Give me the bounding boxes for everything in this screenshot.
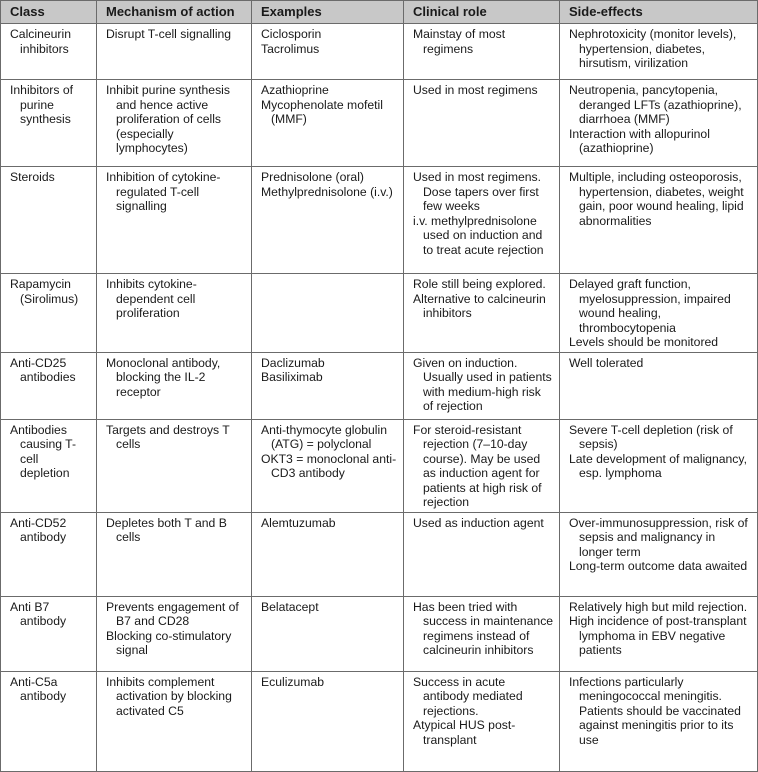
class-text: Anti-C5a antibody [10,674,67,703]
side-effects-text: Late development of malignancy, esp. lymphoma [569,451,747,480]
examples-text: Eculizumab [261,674,324,689]
side-effects-text: Nephrotoxicity (monitor levels), hypertension, diabetes, hirsutism, virilization [569,27,737,70]
mechanism-text: Inhibits complement activation by blocking activated C5 [106,674,232,718]
side-effects-cell [560,167,758,274]
class-text: Anti-CD25 antibodies [10,355,76,384]
mechanism-text: Targets and destroys T cells [106,422,230,451]
class-text: Anti-CD52 antibody [10,515,67,544]
mechanism-text: Prevents engagement of B7 and CD28 [106,599,239,628]
examples-text: Tacrolimus [261,41,320,56]
clinical-role-cell [404,419,560,512]
side-effects-cell [560,596,758,671]
table-row [1,274,758,353]
examples-cell [252,671,404,771]
side-effects-cell [560,274,758,353]
class-cell [1,352,97,419]
examples-text: Methylprednisolone (i.v.) [261,184,393,199]
class-text: Calcineurin inhibitors [10,27,71,56]
clinical-role-text: Atypical HUS post-transplant [413,718,516,747]
clinical-role-text: Used in most regimens. Dose tapers over first few weeks [413,170,542,213]
mechanism-cell [97,512,252,596]
mechanism-text: Depletes both T and B cells [106,515,227,544]
class-cell [1,596,97,671]
side-effects-cell [560,512,758,596]
table-row [1,419,758,512]
clinical-role-cell [404,24,560,80]
class-cell [1,274,97,353]
side-effects-cell [560,80,758,167]
clinical-role-cell [404,596,560,671]
table-body [1,24,758,772]
mechanism-cell [97,80,252,167]
header-mechanism: Mechanism of action [97,1,252,24]
examples-cell [252,596,404,671]
mechanism-cell [97,596,252,671]
header-clinical-role: Clinical role [404,1,560,24]
side-effects-text: High incidence of post-transplant lymphoma in EBV negative patients [569,614,747,657]
table-row [1,596,758,671]
header-side-effects: Side-effects [560,1,758,24]
mechanism-text: Inhibit purine synthesis and hence active proliferation of cells (especially lymphocytes) [106,83,230,155]
examples-cell [252,24,404,80]
clinical-role-text: Used in most regimens [413,83,538,97]
examples-text: Alemtuzumab [261,515,336,530]
table-row [1,24,758,80]
clinical-role-text: Success in acute antibody mediated rejections. [413,674,523,718]
examples-text: Daclizumab [261,355,325,370]
class-text: Antibodies causing T-cell depletion [10,422,77,480]
side-effects-cell [560,352,758,419]
mechanism-text: Disrupt T-cell signalling [106,27,232,41]
clinical-role-cell [404,352,560,419]
examples-text: Mycophenolate mofetil (MMF) [261,97,383,126]
mechanism-text: Monoclonal antibody, blocking the IL-2 receptor [106,355,221,399]
class-cell [1,80,97,167]
side-effects-text: Multiple, including osteoporosis, hypertension, diabetes, weight gain, poor wound healing, lipid abnormalities [569,170,744,228]
examples-cell [252,167,404,274]
examples-text: OKT3 = monoclonal anti-CD3 antibody [261,451,397,480]
mechanism-cell [97,352,252,419]
examples-text: Ciclosporin [261,27,322,41]
header-row [1,1,758,24]
clinical-role-text: Given on induction. Usually used in patients with medium-high risk of rejection [413,355,552,413]
class-text: Inhibitors of purine synthesis [10,83,74,126]
side-effects-cell [560,24,758,80]
examples-cell [252,419,404,512]
mechanism-text: Inhibits cytokine-dependent cell proliferation [106,277,197,320]
examples-text: Belatacept [261,599,319,614]
clinical-role-text: For steroid-resistant rejection (7–10-day course). May be used as induction agent for patients at high risk of rejection [413,422,542,509]
clinical-role-text: Alternative to calcineurin inhibitors [413,291,546,320]
side-effects-text: Over-immunosuppression, risk of sepsis and malignancy in longer term [569,515,748,559]
side-effects-text: Infections particularly meningococcal meningitis. Patients should be vaccinated against meningitis prior to its use [569,674,741,747]
class-cell [1,419,97,512]
header-examples: Examples [252,1,404,24]
table-row [1,512,758,596]
table-row [1,80,758,167]
mechanism-cell [97,167,252,274]
class-cell [1,512,97,596]
examples-text: Azathioprine [261,83,329,97]
class-text: Anti B7 antibody [10,599,67,628]
class-text: Steroids [10,170,55,184]
clinical-role-cell [404,80,560,167]
examples-cell [252,512,404,596]
side-effects-text: Neutropenia, pancytopenia, deranged LFTs (azathioprine), diarrhoea (MMF) [569,83,742,126]
clinical-role-text: i.v. methylprednisolone used on induction and to treat acute rejection [413,213,544,257]
clinical-role-cell [404,274,560,353]
class-cell [1,167,97,274]
mechanism-cell [97,419,252,512]
examples-cell [252,352,404,419]
table-row [1,352,758,419]
examples-cell [252,274,404,353]
side-effects-text: Well tolerated [569,355,644,370]
side-effects-text: Levels should be monitored [569,335,719,349]
clinical-role-cell [404,671,560,771]
clinical-role-text: Role still being explored. [413,277,546,291]
mechanism-cell [97,274,252,353]
table-header [1,1,758,24]
class-cell [1,24,97,80]
side-effects-text: Long-term outcome data awaited [569,559,748,573]
clinical-role-cell [404,512,560,596]
side-effects-text: Interaction with allopurinol (azathioprine) [569,126,710,155]
mechanism-cell [97,24,252,80]
clinical-role-text: Has been tried with success in maintenance regimens instead of calcineurin inhibitors [413,599,554,657]
class-cell [1,671,97,771]
mechanism-text: Blocking co-stimulatory signal [106,628,232,657]
examples-cell [252,80,404,167]
mechanism-text: Inhibition of cytokine-regulated T-cell signalling [106,170,221,213]
side-effects-cell [560,419,758,512]
examples-text: Anti-thymocyte globulin (ATG) = polyclonal [261,422,387,451]
clinical-role-text: Used as induction agent [413,515,544,530]
class-text: Rapamycin (Sirolimus) [10,277,79,306]
clinical-role-cell [404,167,560,274]
table-row [1,167,758,274]
examples-text: Basiliximab [261,370,323,384]
side-effects-text: Relatively high but mild rejection. [569,599,748,614]
side-effects-text: Delayed graft function, myelosuppression, impaired wound healing, thrombocytopenia [569,277,731,335]
mechanism-cell [97,671,252,771]
examples-text: Prednisolone (oral) [261,170,364,184]
header-class: Class [1,1,97,24]
clinical-role-text: Mainstay of most regimens [413,27,506,56]
side-effects-text: Severe T-cell depletion (risk of sepsis) [569,422,733,451]
side-effects-cell [560,671,758,771]
table-row [1,671,758,771]
